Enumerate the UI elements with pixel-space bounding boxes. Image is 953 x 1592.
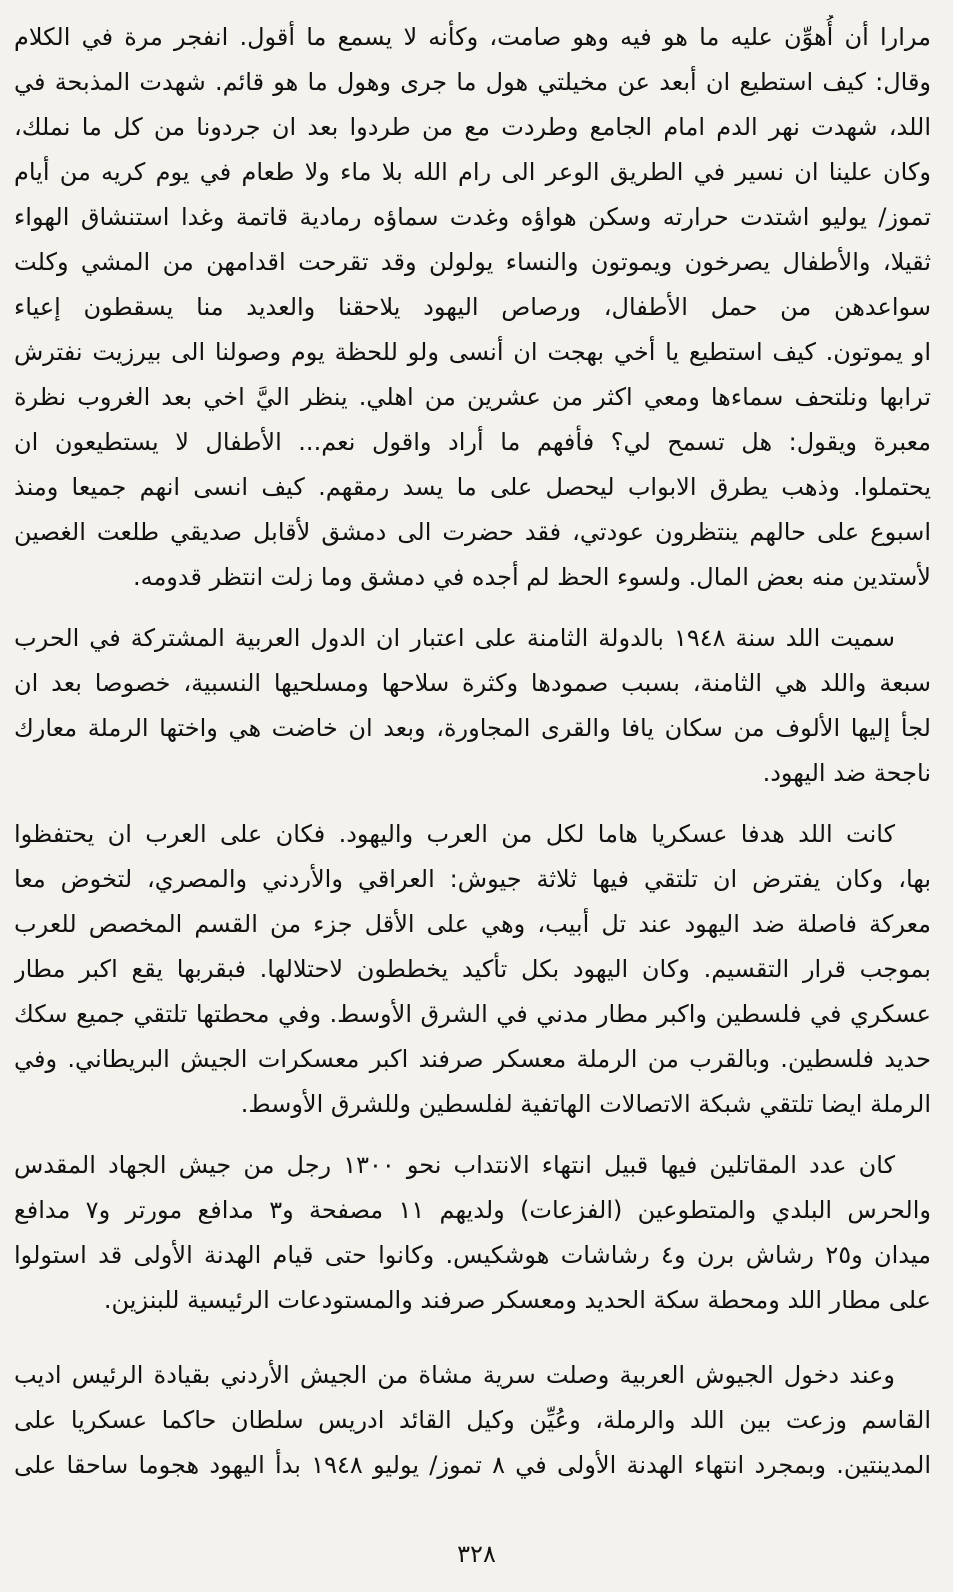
paragraph-first-line: وعند دخول الجيوش العربية وصلت سرية مشاة من الجيش الأردني بقيادة الرئيس اديب (14, 1361, 895, 1389)
page-body (14, 15, 931, 1488)
text-line: معركة فاصلة ضد اليهود عند تل أبيب، وهي على الأقل جزء من القسم المخصص للعرب (14, 910, 931, 938)
text-line: عسكري في فلسطين واكبر مطار مدني في الشرق الأوسط. وفي محطتها تلتقي جميع سكك (14, 1000, 931, 1028)
text-line: على مطار اللد ومحطة سكة الحديد ومعسكر صرفند والمستودعات الرئيسية للبنزين. (103, 1286, 931, 1314)
text-line: يحتملوا. وذهب يطرق الابواب ليحصل على ما يسد رمقهم. كيف انسى انهم جميعا ومنذ (14, 473, 931, 501)
text-line: سواعدهن من حمل الأطفال، ورصاص اليهود يلاحقنا والعديد منا يسقطون إعياء (14, 293, 931, 321)
text-line: ناجحة ضد اليهود. (762, 759, 931, 787)
text-line: بموجب قرار التقسيم. وكان اليهود بكل تأكيد يخططون لاحتلالها. فبقربها يقع اكبر مطار (14, 955, 931, 983)
page-number: ٣٢٨ (457, 1540, 496, 1568)
text-line: اسبوع على حالهم ينتظرون عودتي، فقد حضرت الى دمشق لأقابل صديقي طلعت الغصين (14, 518, 931, 546)
text-line: ثقيلا، والأطفال يصرخون ويموتون والنساء يولولن وقد تقرحت اقدامهن من المشي وكلت (14, 248, 931, 276)
text-line: معبرة ويقول: هل تسمح لي؟ فأفهم ما أراد واقول نعم... الأطفال لا يستطيعون ان (14, 428, 931, 456)
text-line: لأستدين منه بعض المال. ولسوء الحظ لم أجده في دمشق وما زلت انتظر قدومه. (132, 563, 931, 591)
text-line: ميدان و٢٥ رشاش برن و٤ رشاشات هوشكيس. وكانوا حتى قيام الهدنة الأولى قد استولوا (14, 1241, 931, 1269)
text-line: مرارا أن أُهوِّن عليه ما هو فيه وهو صامت، وكأنه لا يسمع ما أقول. انفجر مرة في الكلام (14, 23, 931, 51)
text-line: تموز/ يوليو اشتدت حرارته وسكن هواؤه وغدت سماؤه رمادية قاتمة وغدا استنشاق الهواء (14, 203, 931, 231)
text-line: حديد فلسطين. وبالقرب من الرملة معسكر صرفند اكبر معسكرات الجيش البريطاني. وفي (14, 1045, 931, 1073)
text-line: وقال: كيف استطيع ان أبعد عن مخيلتي هول ما جرى وهول ما هو قائم. شهدت المذبحة في (14, 68, 931, 96)
text-line: وكان علينا ان نسير في الطريق الوعر الى رام الله بلا ماء ولا طعام في يوم كريه من أيام (14, 158, 931, 186)
text-line: لجأ إليها الألوف من سكان يافا والقرى المجاورة، وبعد ان خاضت هي واختها الرملة معارك (14, 714, 931, 742)
paragraph-first-line: كانت اللد هدفا عسكريا هاما لكل من العرب واليهود. فكان على العرب ان يحتفظوا (14, 820, 895, 848)
text-line: بها، وكان يفترض ان تلتقي فيها ثلاثة جيوش: العراقي والأردني والمصري، لتخوض معا (14, 865, 931, 893)
text-line: او يموتون. كيف استطيع يا أخي بهجت ان أنسى ولو للحظة يوم وصولنا الى بيرزيت نفترش (14, 338, 931, 366)
paragraph-first-line: كان عدد المقاتلين فيها قبيل انتهاء الانتداب نحو ١٣٠٠ رجل من جيش الجهاد المقدس (14, 1151, 895, 1179)
text-line: سبعة واللد هي الثامنة، بسبب صمودها وكثرة سلاحها ومسلحيها النسبية، خصوصا بعد ان (14, 669, 931, 697)
text-line: القاسم وزعت بين اللد والرملة، وعُيِّن وكيل القائد ادريس سلطان حاكما عسكريا على (14, 1406, 931, 1434)
paragraph-first-line: سميت اللد سنة ١٩٤٨ بالدولة الثامنة على اعتبار ان الدول العربية المشتركة في الحرب (14, 624, 896, 652)
text-line: اللد، شهدت نهر الدم امام الجامع وطردت مع من طردوا بعد ان جردونا من كل ما نملك، (14, 113, 931, 141)
text-line: الرملة ايضا تلتقي شبكة الاتصالات الهاتفية لفلسطين وللشرق الأوسط. (240, 1090, 931, 1118)
text-line: ترابها ونلتحف سماءها ومعي اكثر من عشرين من اهلي. ينظر اليَّ اخي بعد الغروب نظرة (14, 383, 931, 411)
text-line: والحرس البلدي والمتطوعين (الفزعات) ولديهم ١١ مصفحة و٣ مدافع مورتر و٧ مدافع (14, 1196, 931, 1224)
text-line: المدينتين. وبمجرد انتهاء الهدنة الأولى في ٨ تموز/ يوليو ١٩٤٨ بدأ اليهود هجوما ساحقا على (14, 1451, 931, 1479)
